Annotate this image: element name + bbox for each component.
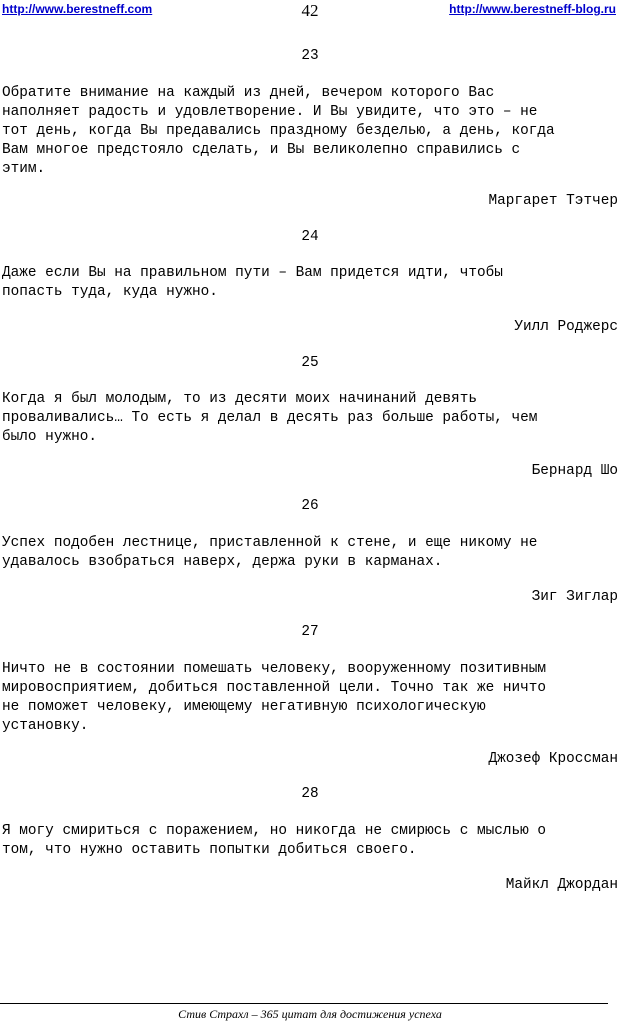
- quote-author: Уилл Роджерс: [514, 319, 618, 335]
- quote-text: Обратите внимание на каждый из дней, вечером которого Вас наполняет радость и удовлетворение. И Вы увидите, что это – не тот день, когда Вы предавались праздному безделью, а день, когда Вам многое предстояло сделать, и Вы великолепно справились с этим.: [2, 85, 555, 177]
- header-link-left[interactable]: http://www.berestneff.com: [2, 2, 153, 16]
- quote-text: Даже если Вы на правильном пути – Вам придется идти, чтобы попасть туда, куда нужно.: [2, 265, 503, 300]
- page-number: 42: [301, 1, 319, 20]
- quote-text: Я могу смириться с поражением, но никогда не смирюсь с мыслью о том, что нужно оставить попытки добиться своего.: [2, 823, 547, 858]
- quote-number: 27: [301, 624, 319, 640]
- quote-number: 26: [301, 498, 319, 514]
- quote-author: Бернард Шо: [531, 463, 618, 479]
- quote-number: 24: [301, 229, 319, 245]
- quote-author: Маргарет Тэтчер: [488, 193, 618, 209]
- footer-divider: [0, 1003, 608, 1004]
- quote-text: Ничто не в состоянии помешать человеку, вооруженному позитивным мировосприятием, добиться поставленной цели. Точно так же ничто не поможет человеку, имеющему негативную психологическую установку.: [2, 661, 547, 734]
- quote-text: Успех подобен лестнице, приставленной к стене, и еще никому не удавалось взобраться наверх, держа руки в карманах.: [2, 535, 538, 570]
- footer-caption: Стив Страхл – 365 цитат для достижения успеха: [178, 1007, 442, 1021]
- quote-number: 28: [301, 786, 319, 802]
- quote-number: 25: [301, 355, 319, 371]
- quote-author: Майкл Джордан: [505, 877, 618, 893]
- quote-author: Зиг Зиглар: [531, 589, 618, 605]
- header-link-right[interactable]: http://www.berestneff-blog.ru: [449, 2, 616, 16]
- quote-author: Джозеф Кроссман: [488, 751, 618, 767]
- quote-text: Когда я был молодым, то из десяти моих начинаний девять проваливались… То есть я делал в десять раз больше работы, чем было нужно.: [2, 391, 538, 445]
- quote-number: 23: [301, 48, 319, 64]
